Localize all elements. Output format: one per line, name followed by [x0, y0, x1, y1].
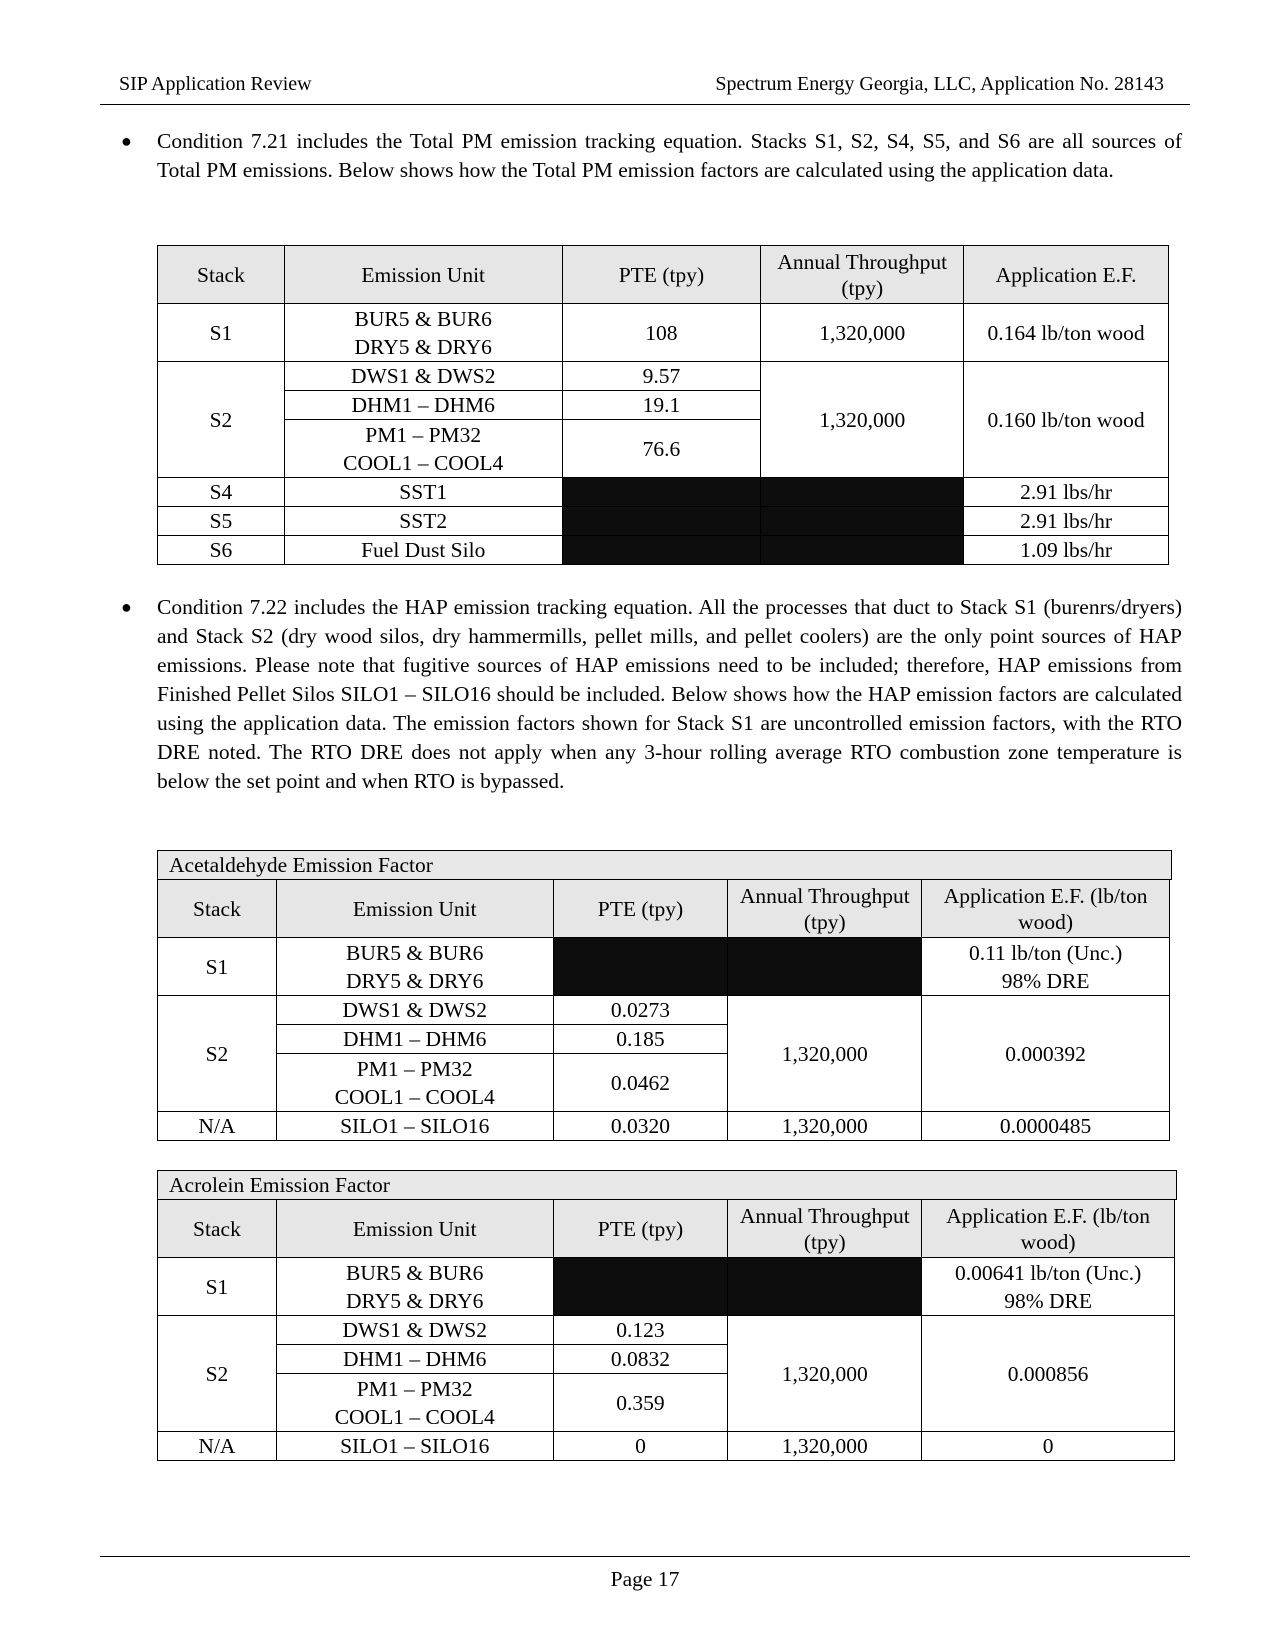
cell-throughput: 1,320,000	[728, 1112, 922, 1141]
header-pte: PTE (tpy)	[553, 1200, 728, 1258]
table-row	[158, 1258, 1175, 1316]
cell-unit: PM1 – PM32 COOL1 – COOL4	[276, 1054, 553, 1112]
cell-unit: DHM1 – DHM6	[284, 391, 562, 420]
table-header-row	[158, 1200, 1175, 1258]
redacted-cell	[562, 507, 761, 536]
header-pte: PTE (tpy)	[553, 880, 728, 938]
header-throughput: Annual Throughput (tpy)	[761, 246, 964, 304]
cell-pte: 0.0273	[553, 996, 728, 1025]
cell-stack: N/A	[158, 1432, 277, 1461]
paragraph-text: Condition 7.21 includes the Total PM emission tracking equation. Stacks S1, S2, S4, S5, and S6 are all sources of Total PM emissions. Below shows how the Total PM emission factors are calculated using the application data.	[157, 129, 1182, 182]
header-throughput: Annual Throughput (tpy)	[728, 1200, 922, 1258]
cell-stack: S6	[158, 536, 285, 565]
page-number: Page 17	[610, 1567, 680, 1591]
redacted-cell	[553, 1258, 728, 1316]
cell-unit: Fuel Dust Silo	[284, 536, 562, 565]
paragraph-text: Condition 7.22 includes the HAP emission tracking equation. All the processes that duct to Stack S1 (burenrs/dryers) and Stack S2 (dry wood silos, dry hammermills, pellet mills, and pellet coolers) are the only point sources of HAP emissions. Please note that fugitive sources of HAP emissions need to be included; therefore, HAP emissions from Finished Pellet Silos SILO1 – SILO16 should be included. Below shows how the HAP emission factors are calculated using the application data. The emission factors shown for Stack S1 are uncontrolled emission factors, with the RTO DRE noted. The RTO DRE does not apply when any 3-hour rolling average RTO combustion zone temperature is below the set point and when RTO is bypassed.	[157, 595, 1182, 793]
table-row	[158, 996, 1170, 1025]
cell-pte: 108	[562, 304, 761, 362]
bullet-paragraph-pm	[121, 127, 1182, 185]
bullet-dot-icon: ●	[121, 131, 132, 151]
cell-ef: 0	[922, 1432, 1175, 1461]
acrolein-table	[157, 1199, 1175, 1461]
table-row	[158, 938, 1170, 996]
cell-stack: S5	[158, 507, 285, 536]
table-row	[158, 304, 1169, 362]
cell-ef: 2.91 lbs/hr	[964, 507, 1169, 536]
cell-pte: 76.6	[562, 420, 761, 478]
cell-ef: 0.11 lb/ton (Unc.) 98% DRE	[922, 938, 1170, 996]
cell-stack: S1	[158, 1258, 277, 1316]
acrolein-caption: Acrolein Emission Factor	[157, 1170, 1177, 1200]
cell-stack: S1	[158, 938, 277, 996]
cell-pte: 0.0320	[553, 1112, 728, 1141]
total-pm-table	[157, 245, 1169, 565]
cell-unit: PM1 – PM32 COOL1 – COOL4	[284, 420, 562, 478]
cell-unit: SST2	[284, 507, 562, 536]
redacted-cell	[761, 536, 964, 565]
cell-throughput: 1,320,000	[728, 1316, 922, 1432]
header-emission-unit: Emission Unit	[284, 246, 562, 304]
cell-pte: 9.57	[562, 362, 761, 391]
header-stack: Stack	[158, 880, 277, 938]
page-header	[100, 72, 1190, 105]
header-stack: Stack	[158, 1200, 277, 1258]
cell-ef: 0.0000485	[922, 1112, 1170, 1141]
cell-unit: SILO1 – SILO16	[276, 1112, 553, 1141]
redacted-cell	[553, 938, 728, 996]
table-row	[158, 362, 1169, 391]
table-row	[158, 478, 1169, 507]
redacted-cell	[728, 938, 922, 996]
header-title: SIP Application Review	[119, 73, 312, 95]
cell-ef: 0.164 lb/ton wood	[964, 304, 1169, 362]
cell-unit: BUR5 & BUR6 DRY5 & DRY6	[276, 938, 553, 996]
cell-throughput: 1,320,000	[728, 996, 922, 1112]
table-header-row	[158, 880, 1170, 938]
cell-ef: 0.160 lb/ton wood	[964, 362, 1169, 478]
cell-pte: 0.0832	[553, 1345, 728, 1374]
cell-unit: DHM1 – DHM6	[276, 1345, 553, 1374]
cell-pte: 19.1	[562, 391, 761, 420]
cell-stack: S2	[158, 1316, 277, 1432]
cell-stack: N/A	[158, 1112, 277, 1141]
cell-pte: 0.359	[553, 1374, 728, 1432]
cell-unit: DWS1 & DWS2	[276, 996, 553, 1025]
cell-unit: SILO1 – SILO16	[276, 1432, 553, 1461]
header-stack: Stack	[158, 246, 285, 304]
redacted-cell	[562, 478, 761, 507]
cell-ef: 0.00641 lb/ton (Unc.) 98% DRE	[922, 1258, 1175, 1316]
header-pte: PTE (tpy)	[562, 246, 761, 304]
cell-unit: DWS1 & DWS2	[284, 362, 562, 391]
cell-ef: 1.09 lbs/hr	[964, 536, 1169, 565]
cell-stack: S4	[158, 478, 285, 507]
cell-unit: DHM1 – DHM6	[276, 1025, 553, 1054]
header-ef: Application E.F.	[964, 246, 1169, 304]
cell-unit: SST1	[284, 478, 562, 507]
table-row	[158, 507, 1169, 536]
cell-throughput: 1,320,000	[761, 362, 964, 478]
cell-unit: PM1 – PM32 COOL1 – COOL4	[276, 1374, 553, 1432]
cell-stack: S1	[158, 304, 285, 362]
cell-unit: BUR5 & BUR6 DRY5 & DRY6	[276, 1258, 553, 1316]
cell-pte: 0.185	[553, 1025, 728, 1054]
redacted-cell	[761, 478, 964, 507]
cell-pte: 0.123	[553, 1316, 728, 1345]
cell-ef: 0.000856	[922, 1316, 1175, 1432]
cell-pte: 0.0462	[553, 1054, 728, 1112]
bullet-dot-icon: ●	[121, 597, 132, 617]
header-ef: Application E.F. (lb/ton wood)	[922, 880, 1170, 938]
cell-throughput: 1,320,000	[728, 1432, 922, 1461]
table-row	[158, 536, 1169, 565]
header-ef: Application E.F. (lb/ton wood)	[922, 1200, 1175, 1258]
acetaldehyde-caption: Acetaldehyde Emission Factor	[157, 850, 1172, 880]
header-throughput: Annual Throughput (tpy)	[728, 880, 922, 938]
header-application: Spectrum Energy Georgia, LLC, Application No. 28143	[715, 73, 1164, 95]
table-row	[158, 1432, 1175, 1461]
page-footer	[100, 1556, 1190, 1591]
cell-stack: S2	[158, 996, 277, 1112]
cell-unit: BUR5 & BUR6 DRY5 & DRY6	[284, 304, 562, 362]
cell-ef: 2.91 lbs/hr	[964, 478, 1169, 507]
table-header-row	[158, 246, 1169, 304]
header-emission-unit: Emission Unit	[276, 1200, 553, 1258]
table-row	[158, 1112, 1170, 1141]
cell-unit: DWS1 & DWS2	[276, 1316, 553, 1345]
table-row	[158, 1316, 1175, 1345]
redacted-cell	[761, 507, 964, 536]
cell-pte: 0	[553, 1432, 728, 1461]
bullet-paragraph-hap	[121, 593, 1182, 796]
redacted-cell	[728, 1258, 922, 1316]
cell-throughput: 1,320,000	[761, 304, 964, 362]
cell-ef: 0.000392	[922, 996, 1170, 1112]
header-emission-unit: Emission Unit	[276, 880, 553, 938]
redacted-cell	[562, 536, 761, 565]
cell-stack: S2	[158, 362, 285, 478]
acetaldehyde-table	[157, 879, 1170, 1141]
